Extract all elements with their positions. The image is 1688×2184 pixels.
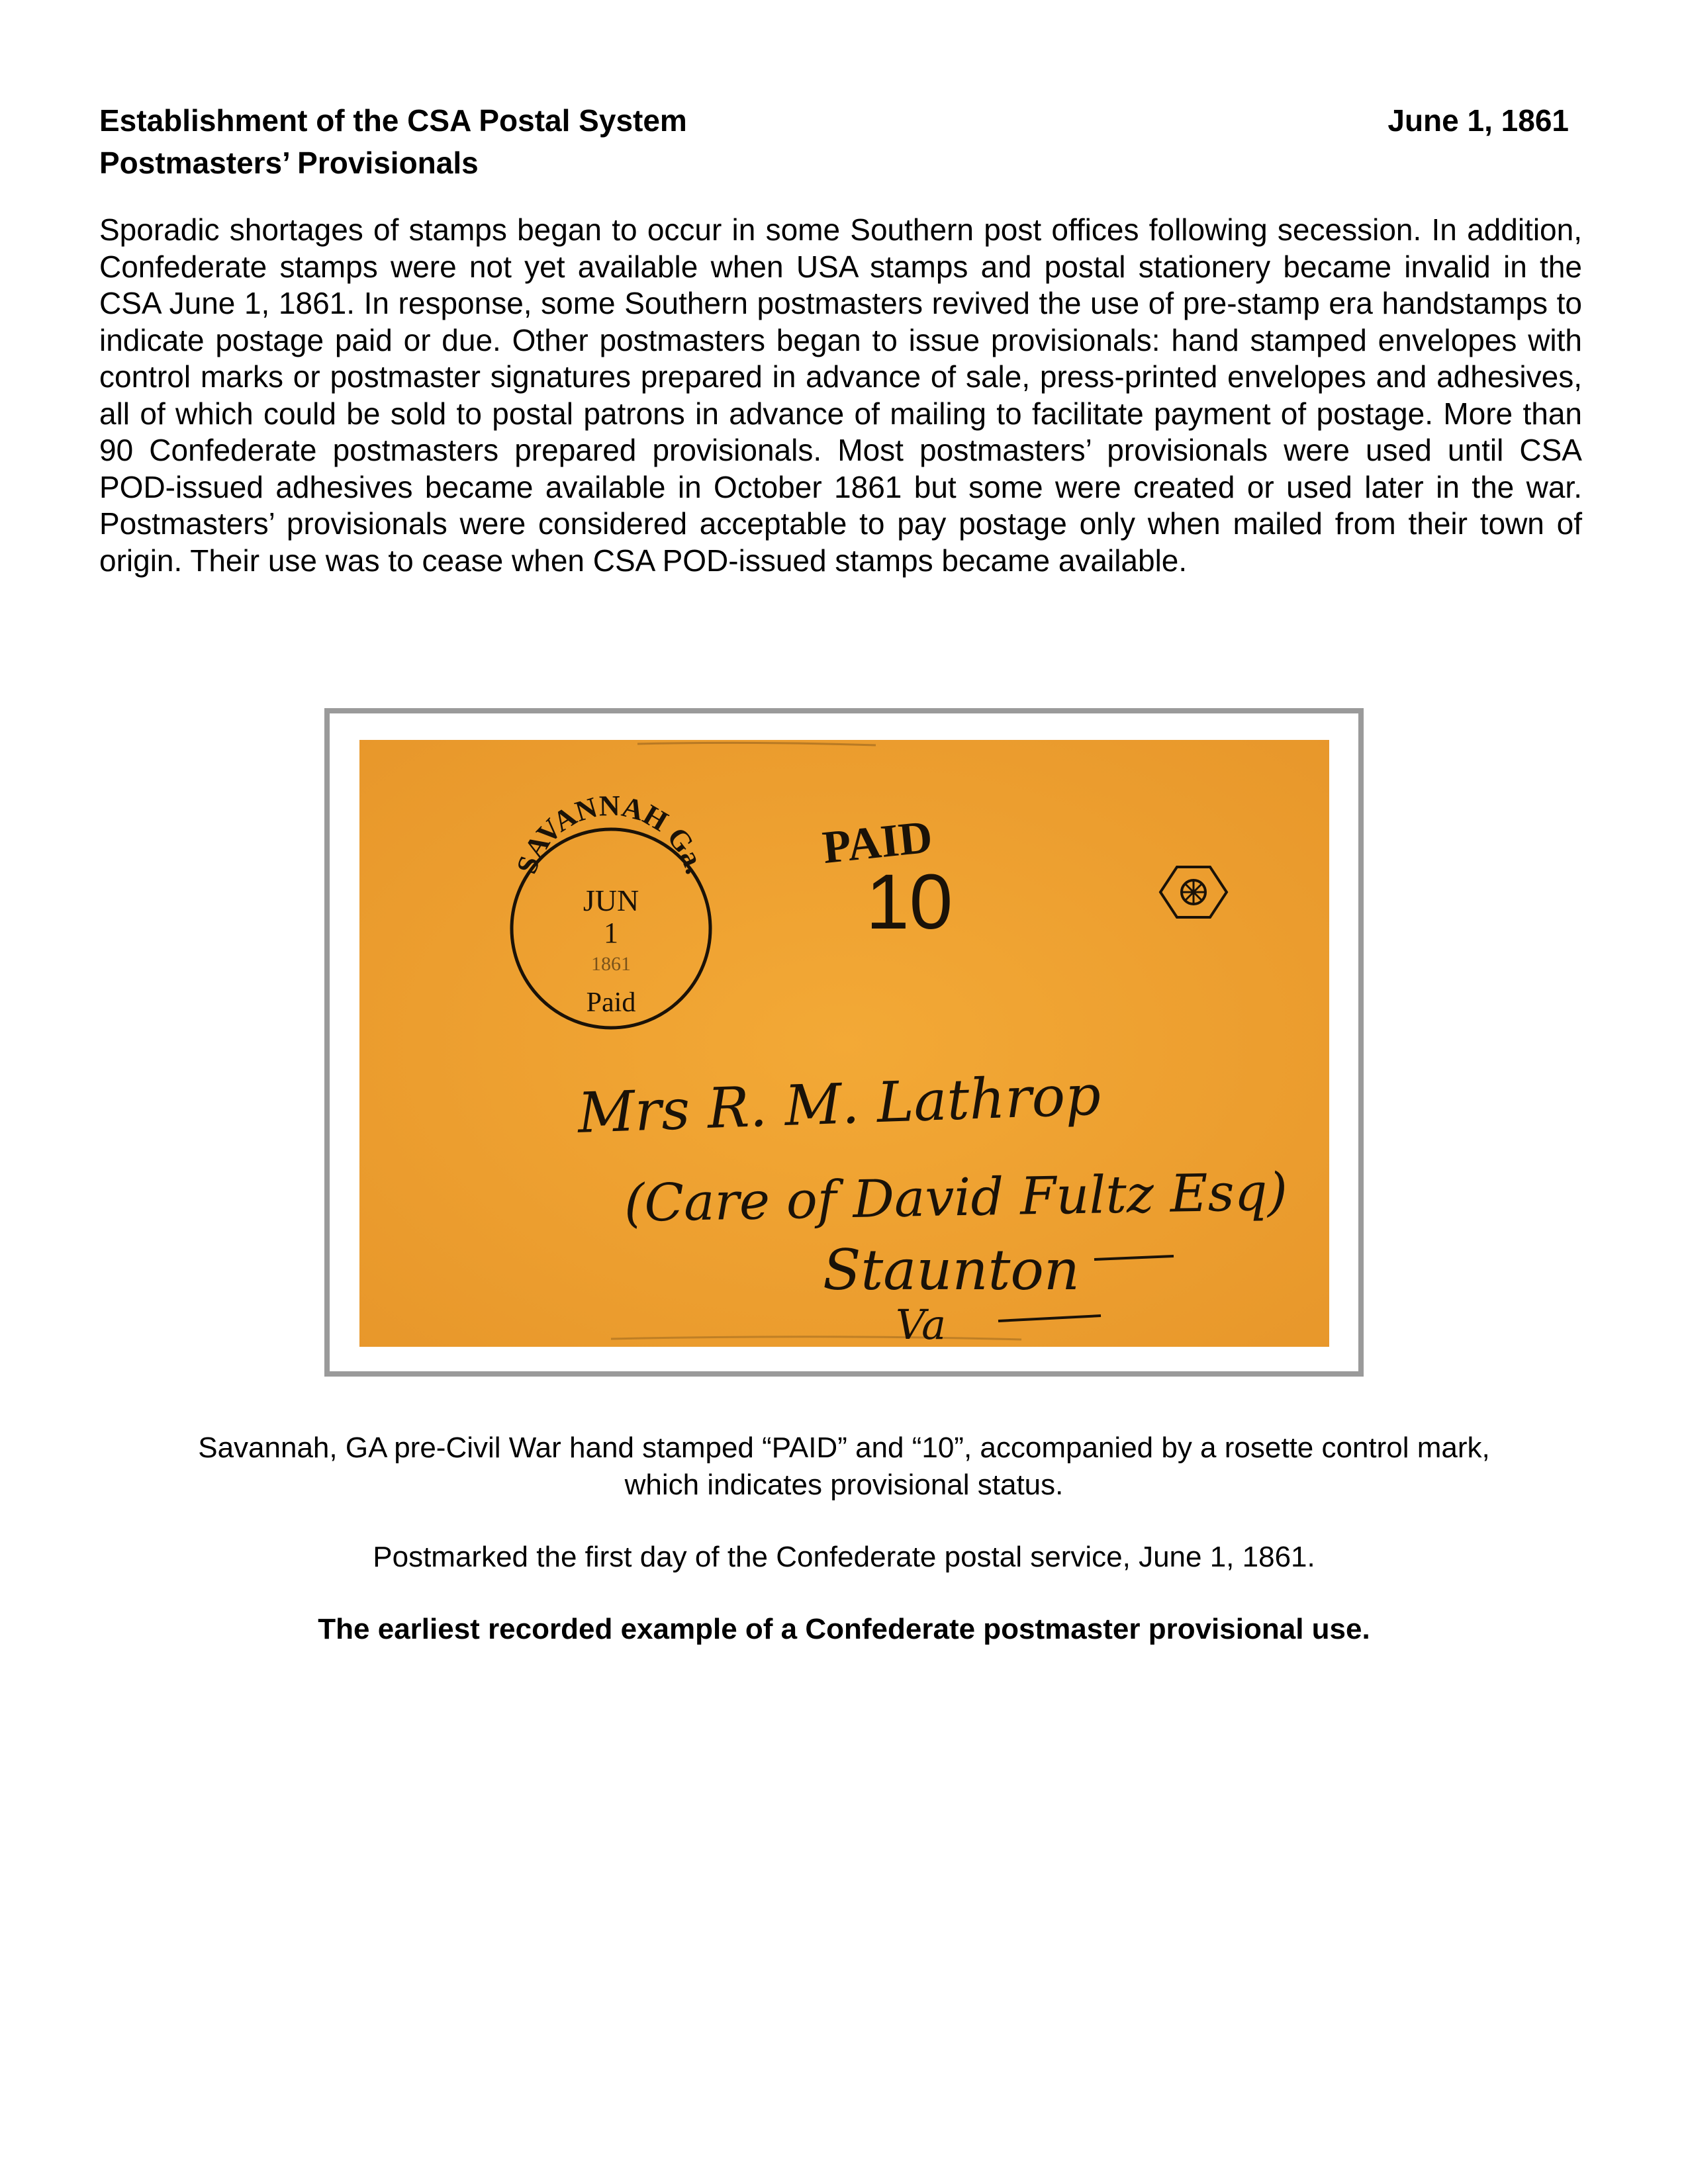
page-title: Establishment of the CSA Postal System [99,103,687,138]
page-date: June 1, 1861 [1387,103,1569,138]
caption-line-2: which indicates provisional status. [624,1469,1064,1501]
page-subtitle: Postmasters’ Provisionals [99,146,479,180]
cover-captions [99,1430,1589,1648]
page-header [99,99,1569,184]
rate-10-handstamp: 10 [866,858,953,946]
address-line-3: Staunton [823,1238,1080,1302]
paid-handstamp: PAID [820,811,935,874]
address-line-4: Va [896,1300,947,1347]
address-line-2: (Care of David Fultz Esq) [624,1162,1288,1234]
header-row [99,99,1569,142]
caption-line-3: Postmarked the first day of the Confederate postal service, June 1, 1861. [373,1541,1315,1573]
postmark-month: JUN [583,884,639,917]
caption-spacer [99,1576,1589,1611]
caption-line-1: Savannah, GA pre-Civil War hand stamped “PAID” and “10”, accompanied by a rosette control mark, [198,1432,1490,1464]
caption-line-4: The earliest recorded example of a Confederate postmaster provisional use. [318,1613,1370,1645]
postmark-year: 1861 [591,953,631,975]
postmark-town-text: SAVANNAH Ga. [510,789,712,878]
caption-spacer [99,1504,1589,1539]
intro-paragraph: Sporadic shortages of stamps began to occur in some Southern post offices following secession. In addition, Confederate stamps were not yet available when USA stamps and postal stationery became invalid in the CSA June 1, 1861. In response, some Southern postmasters revived the use of pre-stamp era handstamps to indicate postage paid or due. Other postmasters began to issue provisionals: hand stamped envelopes with control marks or postmaster signatures prepared in advance of sale, press-printed envelopes and adhesives, all of which could be sold to postal patrons in advance of mailing to facilitate payment of postage. More than 90 Confederate postmasters prepared provisionals. Most postmasters’ provisionals were used until CSA POD-issued adhesives became available in October 1861 but some were created or used later in the war. Postmasters’ provisionals were considered acceptable to pay postage only when mailed from their town of origin. Their use was to cease when CSA POD-issued stamps became available. [99,212,1582,578]
cover-image-frame [324,708,1364,1377]
postmark-paid: Paid [586,987,636,1018]
postmark-day: 1 [604,917,618,949]
address-line-1: Mrs R. M. Lathrop [577,1062,1102,1146]
envelope-cover-image [359,740,1329,1347]
